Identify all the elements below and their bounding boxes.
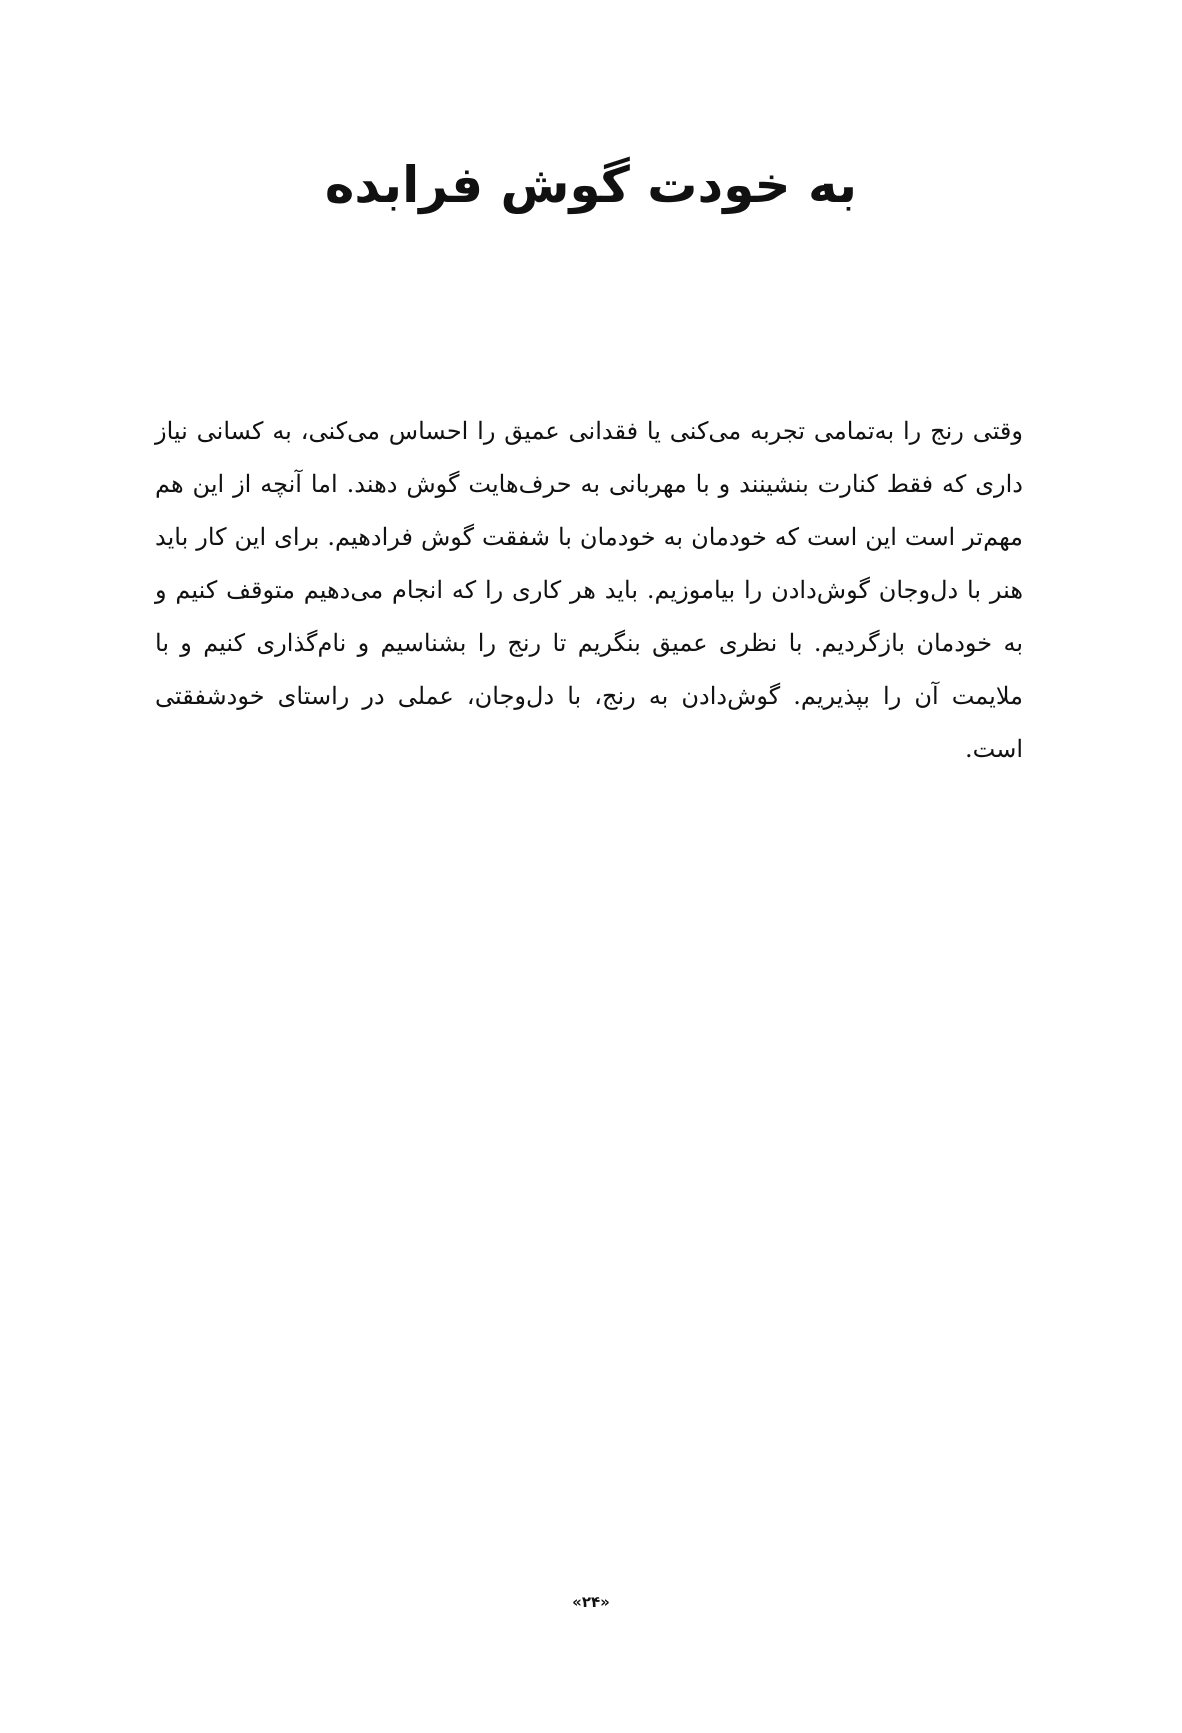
page-number: «۲۴» [572, 1593, 610, 1611]
page-title: به خودت گوش فرابده [324, 156, 858, 214]
body-paragraph: وقتی رنج را به‌تمامی تجربه می‌کنی یا فقدانی عمیق را احساس می‌کنی، به کسانی نیاز داری که فقط کنارت بنشینند و با مهربانی به حرف‌هایت گوش دهند. اما آنچه از این هم مهم‌تر است این است که خودمان به خودمان با شفقت گوش فرادهیم. برای این کار باید هنر با دل‌وجان گوش‌دادن را بیاموزیم. باید هر کاری را که انجام می‌دهیم متوقف کنیم و به خودمان بازگردیم. با نظری عمیق بنگریم تا رنج را بشناسیم و نام‌گذاری کنیم و با ملایمت آن را بپذیریم. گوش‌دادن به رنج، با دل‌وجان، عملی در راستای خودشفقتی است. [155, 417, 1023, 763]
